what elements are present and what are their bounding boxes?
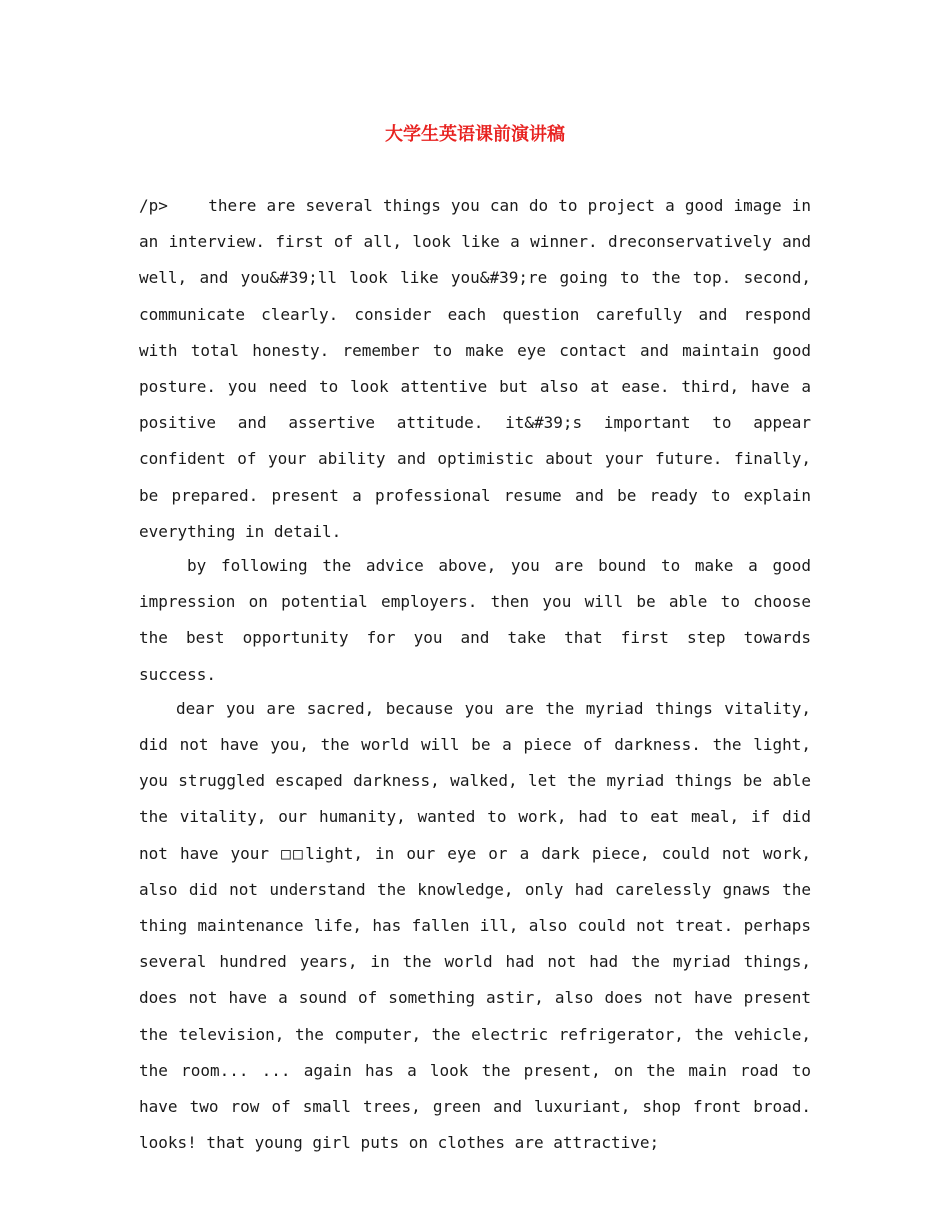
paragraph-light-essay: dear you are sacred, because you are the myriad things vitality, did not have you, the world will be a piece of darkness. the light, you struggled escaped darkness, walked, let the myriad things be able the vitality, our humanity, wanted to work, had to eat meal, if did not have your □□light, in our eye or a dark piece, could not work, also did not understand the knowledge, only had carelessly gnaws the thing maintenance life, has fallen ill, also could not treat. perhaps several hundred years, in the world had not had the myriad things, does not have a sound of something astir, also does not have present the television, the computer, the electric refrigerator, the vehicle, the room... ... again has a look the present, on the main road to have two row of small trees, green and luxuriant, shop front broad. looks! that young girl puts on clothes are attractive; [139,698,811,1153]
paragraph-interview-tips: /p> there are several things you can do to project a good image in an interview. first of all, look like a winner. dreconservatively and well, and you&#39;ll look like you&#39;re going to the top. second, communicate clearly. consider each question carefully and respond with total honesty. remember to make eye contact and maintain good posture. you need to look attentive but also at ease. third, have a positive and assertive attitude. it&#39;s important to appear confident of your ability and optimistic about your future. finally, be prepared. present a professional resume and be ready to explain everything in detail. [139,196,821,541]
paragraph-advice-summary: by following the advice above, you are bound to make a good impression on potential employers. then you will be able to choose the best opportunity for you and take that first step towards success. [139,556,811,684]
document-body [139,188,821,1161]
document-title: 大学生英语课前演讲稿 [385,124,565,145]
